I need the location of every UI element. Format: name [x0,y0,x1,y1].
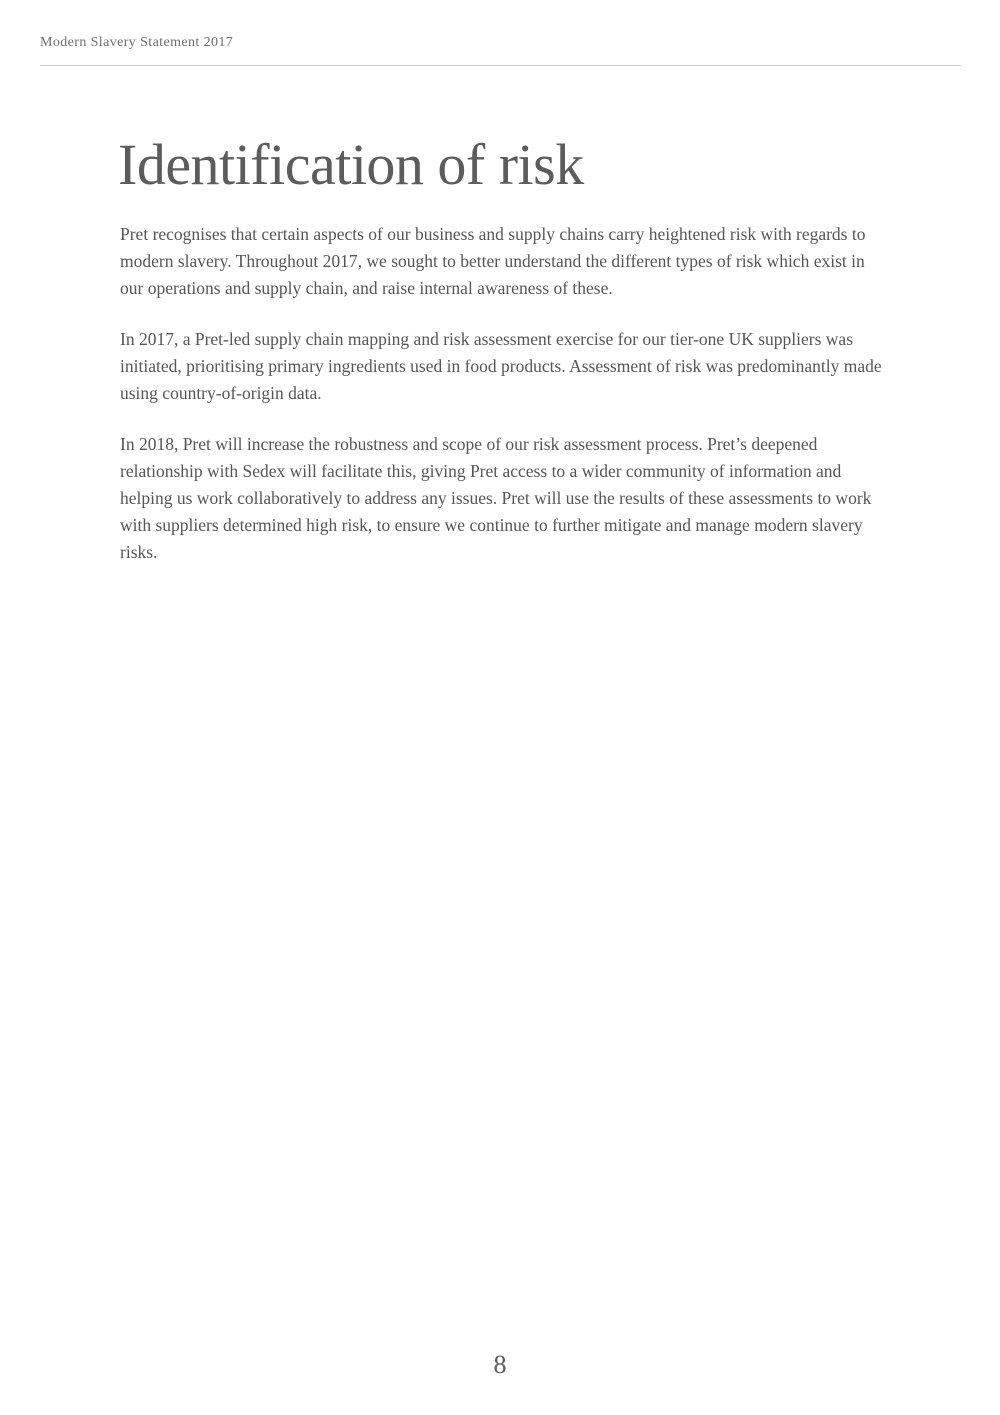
body-text [120,221,886,590]
page-title: Identification of risk [118,132,584,197]
page-number: 8 [493,1350,507,1379]
body-paragraph: Pret recognises that certain aspects of our business and supply chains carry heightened risk with regards to modern slavery. Throughout 2017, we sought to better understand the different types of risk which exist in our operations and supply chain, and raise internal awareness of these. [120,224,866,298]
header-divider [40,65,961,66]
body-paragraph: In 2017, a Pret-led supply chain mapping and risk assessment exercise for our tier-one UK suppliers was initiated, prioritising primary ingredients used in food products. Assessment of risk was predominantly made using country-of-origin data. [120,329,882,403]
running-header: Modern Slavery Statement 2017 [40,35,234,50]
body-paragraph: In 2018, Pret will increase the robustness and scope of our risk assessment process. Pret’s deepened relationship with Sedex will facilitate this, giving Pret access to a wider community of information and helping us work collaboratively to address any issues. Pret will use the results of these assessments to work with suppliers determined high risk, to ensure we continue to further mitigate and manage modern slavery risks. [120,434,872,562]
